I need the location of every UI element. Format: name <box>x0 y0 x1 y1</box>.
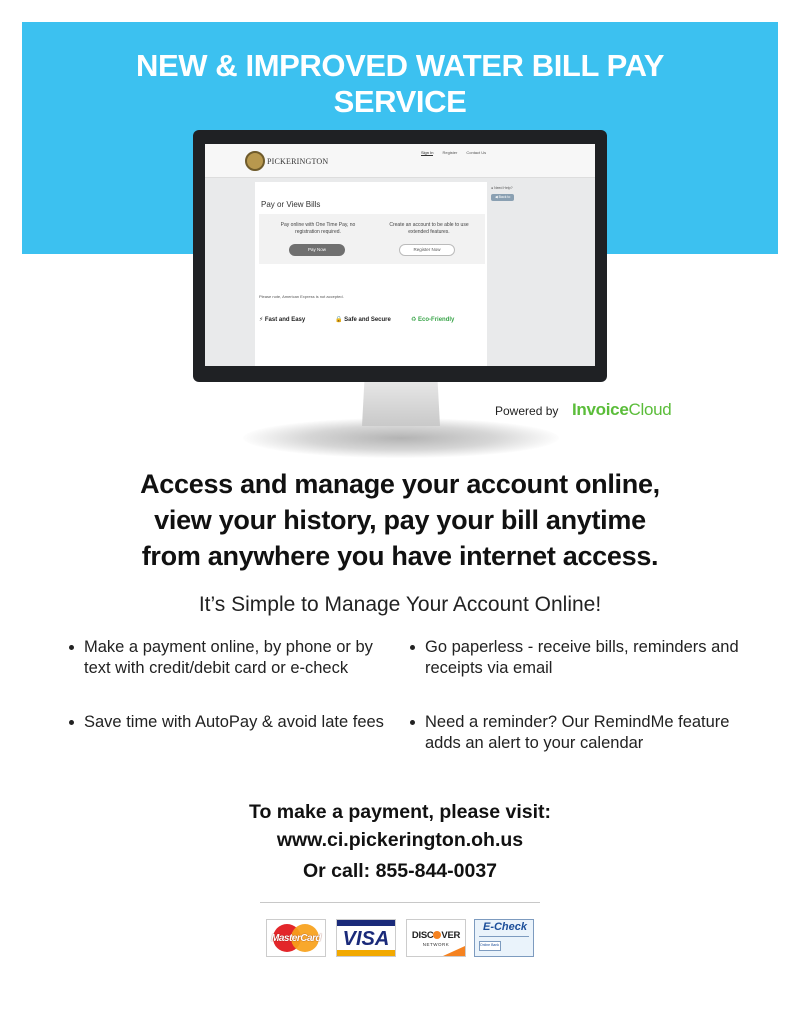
mastercard-text: MasterCard <box>270 933 322 944</box>
echeck-text: E-Check <box>482 921 528 933</box>
feature-fast-easy <box>259 316 329 326</box>
headline-line1: Access and manage your account online, <box>140 469 660 499</box>
help-title: ● Need Help? <box>491 186 513 190</box>
feature-title: 🔒 Safe and Secure <box>335 317 391 323</box>
bullet-remindme: Need a reminder? Our RemindMe feature adds an alert to your calendar <box>425 712 745 754</box>
payment-info <box>40 798 760 854</box>
feature-title: ♻ Eco-Friendly <box>411 317 455 323</box>
page-title <box>22 48 778 120</box>
page-title-line2: SERVICE <box>333 84 467 119</box>
subheading: It’s Simple to Manage Your Account Online! <box>198 593 602 616</box>
site-register-now-button: Register Now <box>399 244 455 256</box>
feature-eco-friendly <box>411 316 481 326</box>
website-screenshot <box>205 144 595 366</box>
discover-text: DISC VER <box>411 930 461 941</box>
site-heading: Pay or View Bills <box>261 200 321 209</box>
site-help-panel <box>491 186 551 201</box>
headline-line3: from anywhere you have internet access. <box>141 541 659 571</box>
nav-register: Register <box>442 150 458 155</box>
visit-label: To make a payment, please visit: <box>248 801 551 823</box>
main-headline <box>40 466 760 574</box>
invoicecloud-logo-part1: Invoice <box>572 400 629 419</box>
feature-title: ⚡ Fast and Easy <box>259 317 306 323</box>
site-header <box>205 144 595 178</box>
discover-network-text: NETWORK <box>422 942 450 947</box>
one-time-pay-text: Pay online with One Time Pay, no registration required. <box>280 222 356 235</box>
visa-text: VISA <box>342 928 390 950</box>
nav-contact-us: Contact Us <box>466 150 487 155</box>
echeck-bank-text: Online Bank <box>480 943 500 947</box>
invoicecloud-logo <box>572 400 671 420</box>
powered-by-label: Powered by <box>495 404 559 418</box>
bullet-autopay: Save time with AutoPay & avoid late fees <box>84 713 384 731</box>
visa-logo <box>336 919 396 957</box>
nav-sign-in: Sign In <box>421 150 434 155</box>
site-pay-now-button: Pay Now <box>289 244 345 256</box>
pay-options-box <box>259 214 485 264</box>
monitor-stand <box>362 382 440 426</box>
discover-logo <box>406 919 466 957</box>
help-button: ◀ Back to <box>491 194 514 201</box>
city-seal-icon <box>245 151 265 171</box>
monitor-illustration <box>193 130 607 382</box>
phone-number: Or call: 855-844-0037 <box>302 860 498 882</box>
mastercard-logo <box>266 919 326 957</box>
site-logo-text: PICKERINGTON <box>267 157 329 166</box>
headline-line2: view your history, pay your bill anytime <box>154 505 646 535</box>
site-amex-note: Please note, American Express is not accepted. <box>259 294 344 299</box>
bullet-paperless: Go paperless - receive bills, reminders and receipts via email <box>425 637 745 679</box>
feature-safe-secure <box>335 316 405 326</box>
payment-url[interactable]: www.ci.pickerington.oh.us <box>276 829 524 851</box>
invoicecloud-logo-part2: Cloud <box>628 400 672 419</box>
divider <box>260 902 540 903</box>
site-nav <box>421 150 486 156</box>
bullet-pay-options: Make a payment online, by phone or by text with credit/debit card or e-check <box>84 637 384 679</box>
page-title-line1: NEW & IMPROVED WATER BILL PAY <box>135 48 665 83</box>
site-content-card <box>255 182 487 366</box>
echeck-logo <box>474 919 534 957</box>
register-option-text: Create an account to be able to use extended features. <box>389 222 469 235</box>
